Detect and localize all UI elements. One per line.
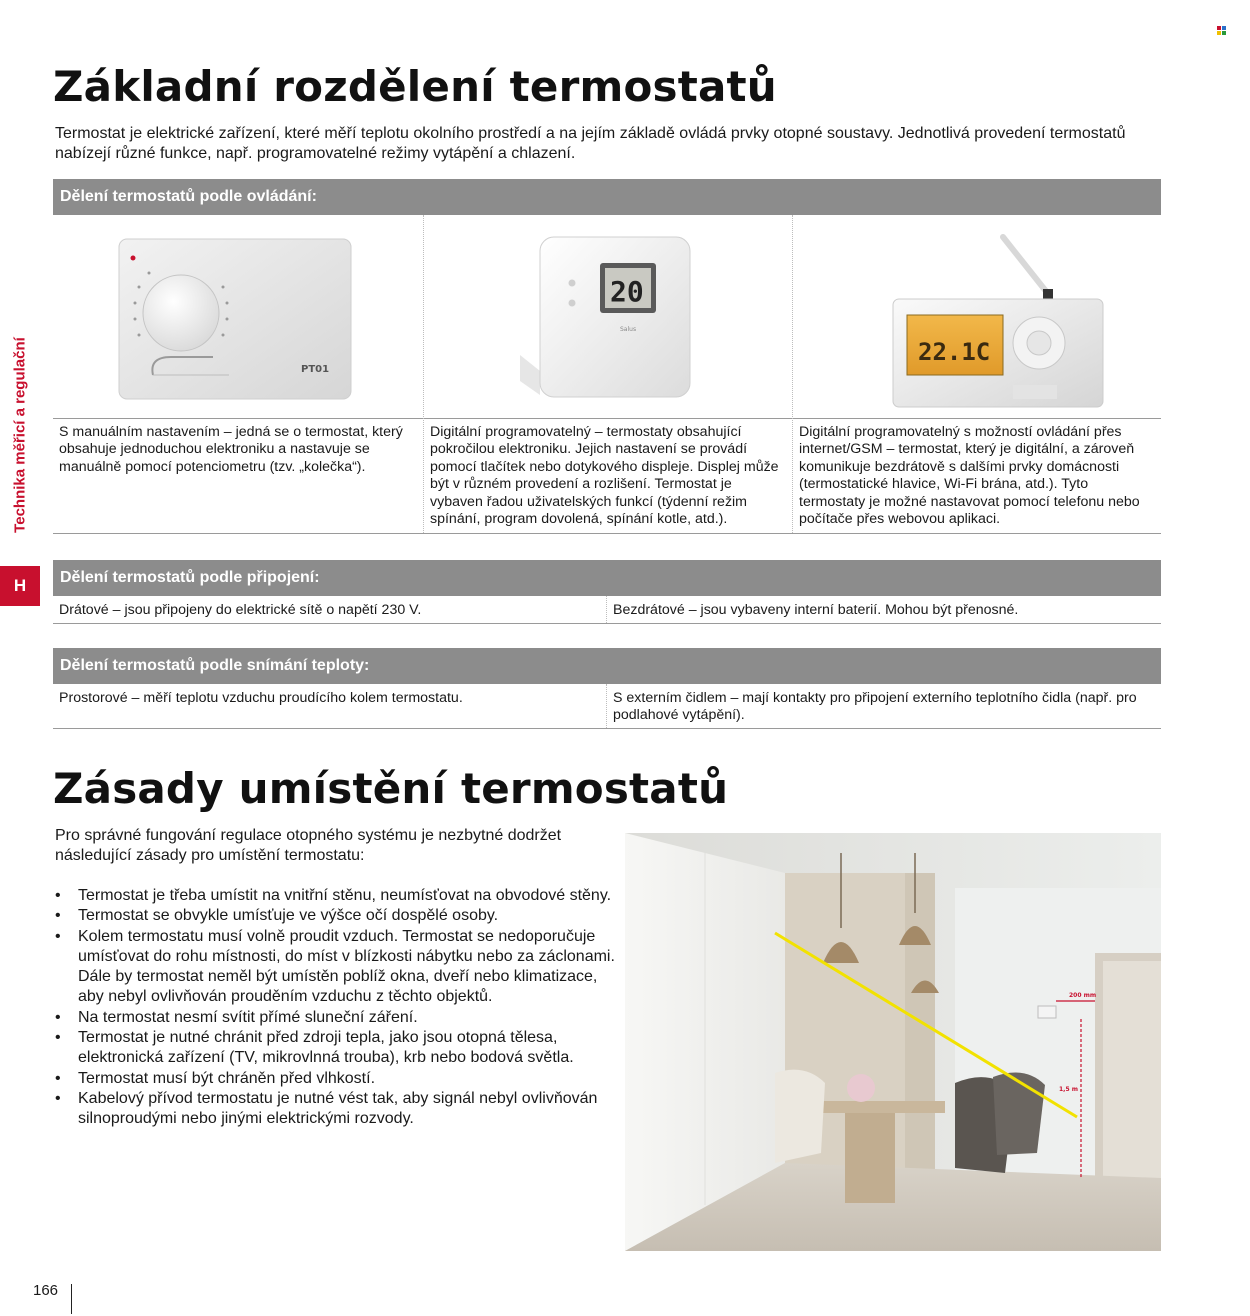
digital-display-text: 20 bbox=[610, 275, 644, 308]
list-item: • Kabelový přívod termostatu je nutné vést tak, aby signál nebyl ovlivňován silnoproudými nebo jinými elektrickými rozvody. bbox=[55, 1089, 615, 1130]
section1-intro: Termostat je elektrické zařízení, které měří teplotu okolního prostředí a na jejím základě ovládá prvky otopné soustavy. Jednotlivá provedení termostatů nabízejí různé funkce, např. programovatelné režimy vytápění a chlazení. bbox=[55, 125, 1126, 162]
sensing-row bbox=[53, 684, 1161, 729]
list-item: • Termostat musí být chráněn před vlhkostí. bbox=[55, 1069, 615, 1089]
manual-thermostat-image bbox=[53, 215, 423, 419]
list-item: • Termostat je třeba umístit na vnitřní stěnu, neumísťovat na obvodové stěny. bbox=[55, 886, 615, 906]
sensing-room: Prostorové – měří teplotu vzduchu proudícího kolem termostatu. bbox=[59, 690, 463, 706]
section1-title: Základní rozdělení termostatů bbox=[53, 62, 777, 111]
page-number-divider bbox=[71, 1284, 72, 1314]
page-number: 166 bbox=[33, 1282, 59, 1299]
section2-title: Zásady umístění termostatů bbox=[53, 764, 729, 813]
control-text-gsm: Digitální programovatelný s možností ovládání přes internet/GSM – termostat, který je digitální, a zároveň komunikuje bezdrátově s dalšími prvky domácnosti (termostatické hlavice, Wi-Fi brána, atd.). Tyto termostaty je možné nastavovat pomocí telefonu nebo počítače přes webovou aplikaci. bbox=[799, 424, 1140, 528]
dimension-height-label: 1,5 m bbox=[1059, 1086, 1078, 1093]
gsm-thermostat-image bbox=[793, 215, 1161, 419]
digital-brand-text: Salus bbox=[620, 326, 637, 333]
control-cell-digital bbox=[423, 215, 792, 533]
sensing-external: S externím čidlem – mají kontakty pro připojení externího teplotního čidla (např. pro podlahové vytápění). bbox=[606, 684, 1161, 728]
corner-logo-icon bbox=[1217, 26, 1226, 35]
digital-thermostat-image bbox=[424, 215, 792, 419]
side-tab-letter: H bbox=[0, 566, 40, 606]
control-table bbox=[53, 215, 1161, 534]
list-item: • Na termostat nesmí svítit přímé sluneční záření. bbox=[55, 1008, 615, 1028]
connection-wireless: Bezdrátové – jsou vybaveny interní baterií. Mohou být přenosné. bbox=[606, 596, 1161, 623]
connection-row bbox=[53, 596, 1161, 624]
side-tab-label: Technika měřicí a regulační bbox=[11, 337, 29, 533]
list-item: • Termostat se obvykle umísťuje ve výšce očí dospělé osoby. bbox=[55, 906, 615, 926]
list-item: • Kolem termostatu musí volně proudit vzduch. Termostat se nedoporučuje umísťovat do rohu místnosti, do míst v blízkosti nábytku nebo za záclonami. Dále by termostat neměl být umístěn poblíž okna, dveří nebo klimatizace, aby nebyl ovlivňován prouděním vzduchu z těchto objektů. bbox=[55, 927, 615, 1008]
placement-rules-list bbox=[55, 886, 615, 1130]
manual-thermostat-model: PT01 bbox=[301, 364, 330, 375]
control-text-manual: S manuálním nastavením – jedná se o termostat, který obsahuje jednoduchou elektroniku a nastavuje se manuálně pomocí potenciometru (tzv. „kolečka“). bbox=[59, 424, 403, 475]
dimension-distance-label: 200 mm bbox=[1069, 992, 1097, 999]
list-item: • Termostat je nutné chránit před zdroji tepla, jako jsou otopná tělesa, elektronická zařízení (TV, mikrovlnná trouba), krb nebo bodová světla. bbox=[55, 1028, 615, 1069]
room-placement-image bbox=[625, 833, 1161, 1251]
sensing-header: Dělení termostatů podle snímání teploty: bbox=[53, 648, 1161, 684]
connection-header: Dělení termostatů podle připojení: bbox=[53, 560, 1161, 596]
gsm-display-text: 22.1C bbox=[918, 338, 991, 366]
control-cell-manual bbox=[53, 215, 423, 533]
control-header: Dělení termostatů podle ovládání: bbox=[53, 179, 1161, 215]
control-cell-gsm bbox=[792, 215, 1161, 533]
section2-lead: Pro správné fungování regulace otopného systému je nezbytné dodržet následující zásady pro umístění termostatu: bbox=[55, 827, 562, 864]
control-text-digital: Digitální programovatelný – termostaty obsahující pokročilou elektroniku. Jejich nastavení se provádí pomocí tlačítek nebo dotykového displeje. Displej může být v různém provedení a rozlišení. Termostat je vybaven řadou uživatelských funkcí (týdenní režim spínání, program dovolená, spínání kotle, atd.). bbox=[430, 424, 779, 528]
connection-wired: Drátové – jsou připojeny do elektrické sítě o napětí 230 V. bbox=[59, 602, 422, 618]
